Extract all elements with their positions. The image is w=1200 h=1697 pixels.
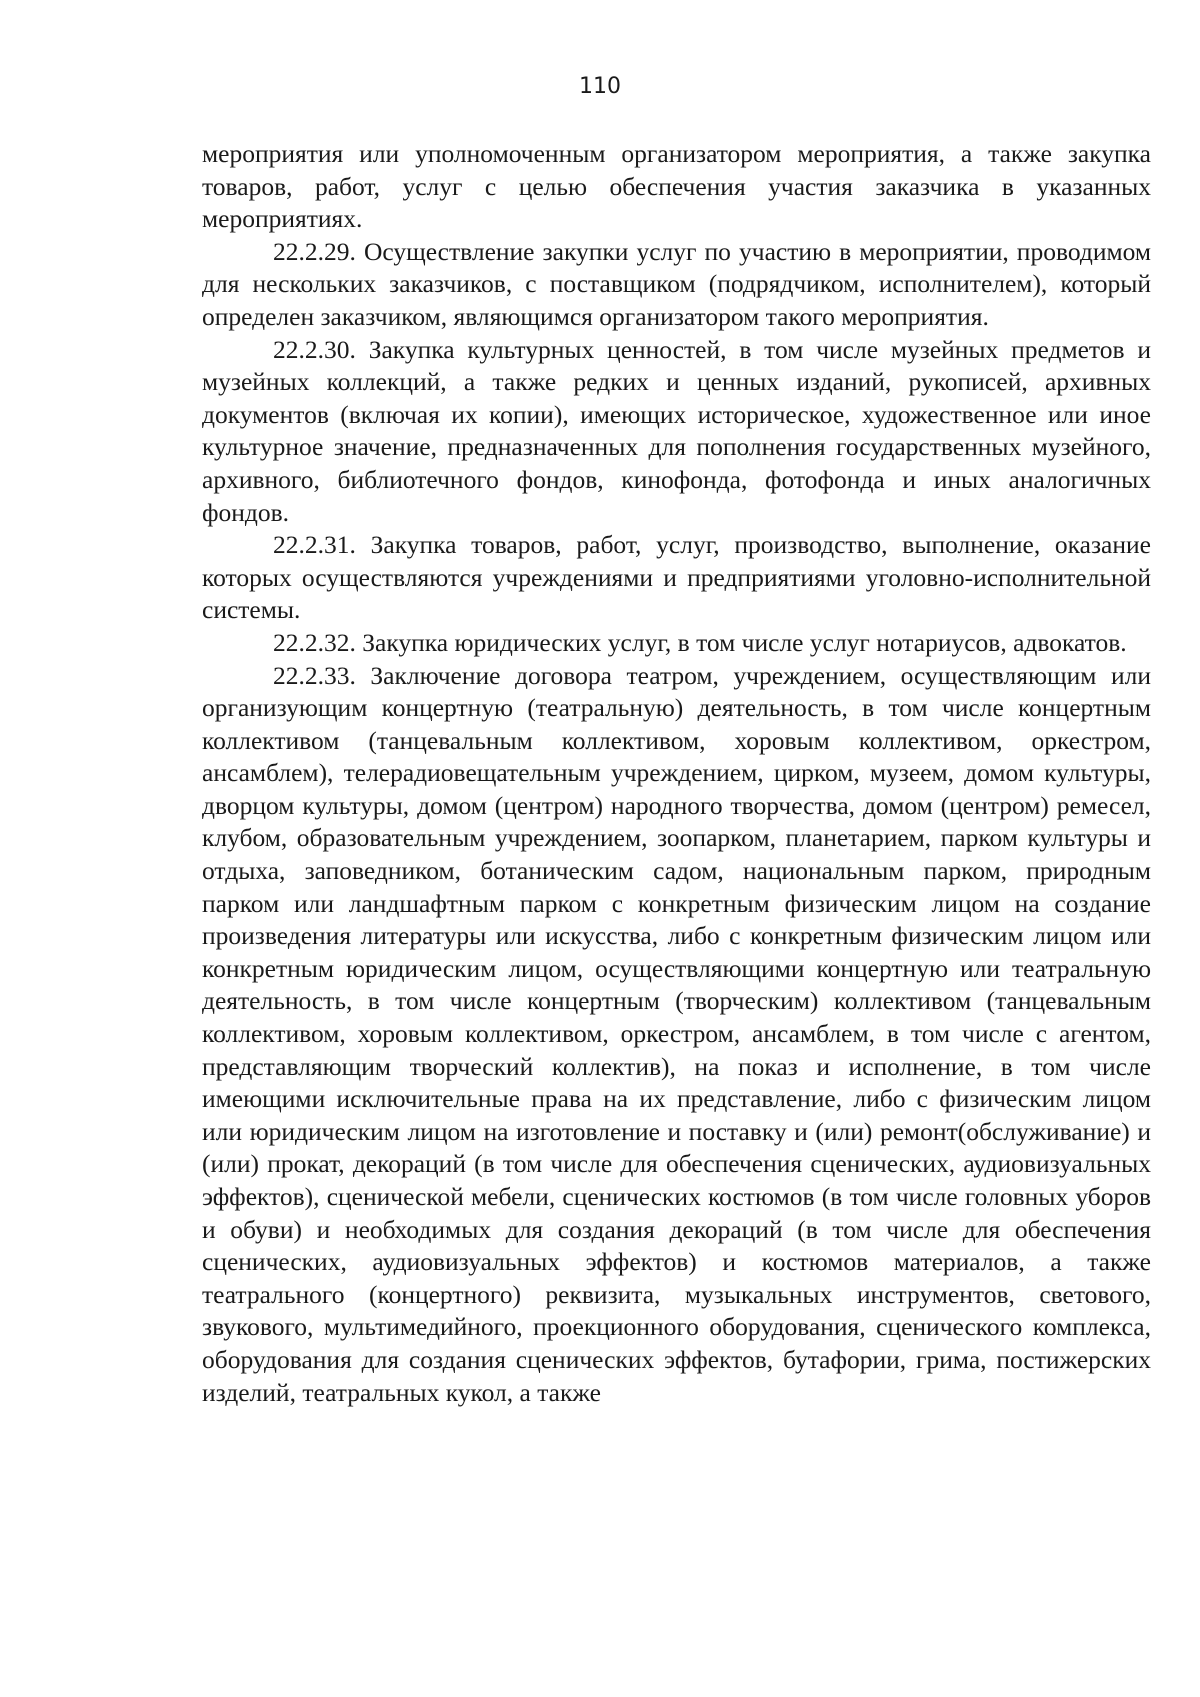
document-body (202, 138, 1151, 1409)
paragraph-22-2-33: 22.2.33. Заключение договора театром, учреждением, осуществляющим или организующим концертную (театральную) деятельность, в том числе концертным коллективом (танцевальным коллективом, хоровым коллективом, оркестром, ансамблем), телерадиовещательным учреждением, цирком, музеем, домом культуры, дворцом культуры, домом (центром) народного творчества, домом (центром) ремесел, клубом, образовательным учреждением, зоопарком, планетарием, парком культуры и отдыха, заповедником, ботаническим садом, национальным парком, природным парком или ландшафтным парком с конкретным физическим лицом на создание произведения литературы или искусства, либо с конкретным физическим лицом или конкретным юридическим лицом, осуществляющими концертную или театральную деятельность, в том числе концертным (творческим) коллективом (танцевальным коллективом, хоровым коллективом, оркестром, ансамблем, в том числе с агентом, представляющим творческий коллектив), на показ и исполнение, в том числе имеющими исключительные права на их представление, либо с физическим лицом или юридическим лицом на изготовление и поставку и (или) ремонт(обслуживание) и (или) прокат, декораций (в том числе для обеспечения сценических, аудиовизуальных эффектов), сценической мебели, сценических костюмов (в том числе головных уборов и обуви) и необходимых для создания декораций (в том числе для обеспечения сценических, аудиовизуальных эффектов) и костюмов материалов, а также театрального (концертного) реквизита, музыкальных инструментов, светового, звукового, мультимедийного, проекционного оборудования, сценического комплекса, оборудования для создания сценических эффектов, бутафории, грима, постижерских изделий, театральных кукол, а также (202, 660, 1151, 1407)
paragraph-22-2-32: 22.2.32. Закупка юридических услуг, в том числе услуг нотариусов, адвокатов. (273, 627, 1127, 657)
paragraph-22-2-31: 22.2.31. Закупка товаров, работ, услуг, производство, выполнение, оказание которых осуществляются учреждениями и предприятиями уголовно-исполнительной системы. (202, 530, 1151, 625)
page-number: 110 (579, 74, 621, 99)
paragraph-continuation: мероприятия или уполномоченным организатором мероприятия, а также закупка товаров, работ, услуг с целью обеспечения участия заказчика в указанных мероприятиях. (202, 139, 1151, 234)
paragraph-22-2-30: 22.2.30. Закупка культурных ценностей, в том числе музейных предметов и музейных коллекций, а также редких и ценных изданий, рукописей, архивных документов (включая их копии), имеющих историческое, художественное или иное культурное значение, предназначенных для пополнения государственных музейного, архивного, библиотечного фондов, кинофонда, фотофонда и иных аналогичных фондов. (202, 334, 1151, 527)
paragraph-22-2-29: 22.2.29. Осуществление закупки услуг по участию в мероприятии, проводимом для нескольких заказчиков, с поставщиком (подрядчиком, исполнителем), который определен заказчиком, являющимся организатором такого мероприятия. (202, 236, 1151, 331)
